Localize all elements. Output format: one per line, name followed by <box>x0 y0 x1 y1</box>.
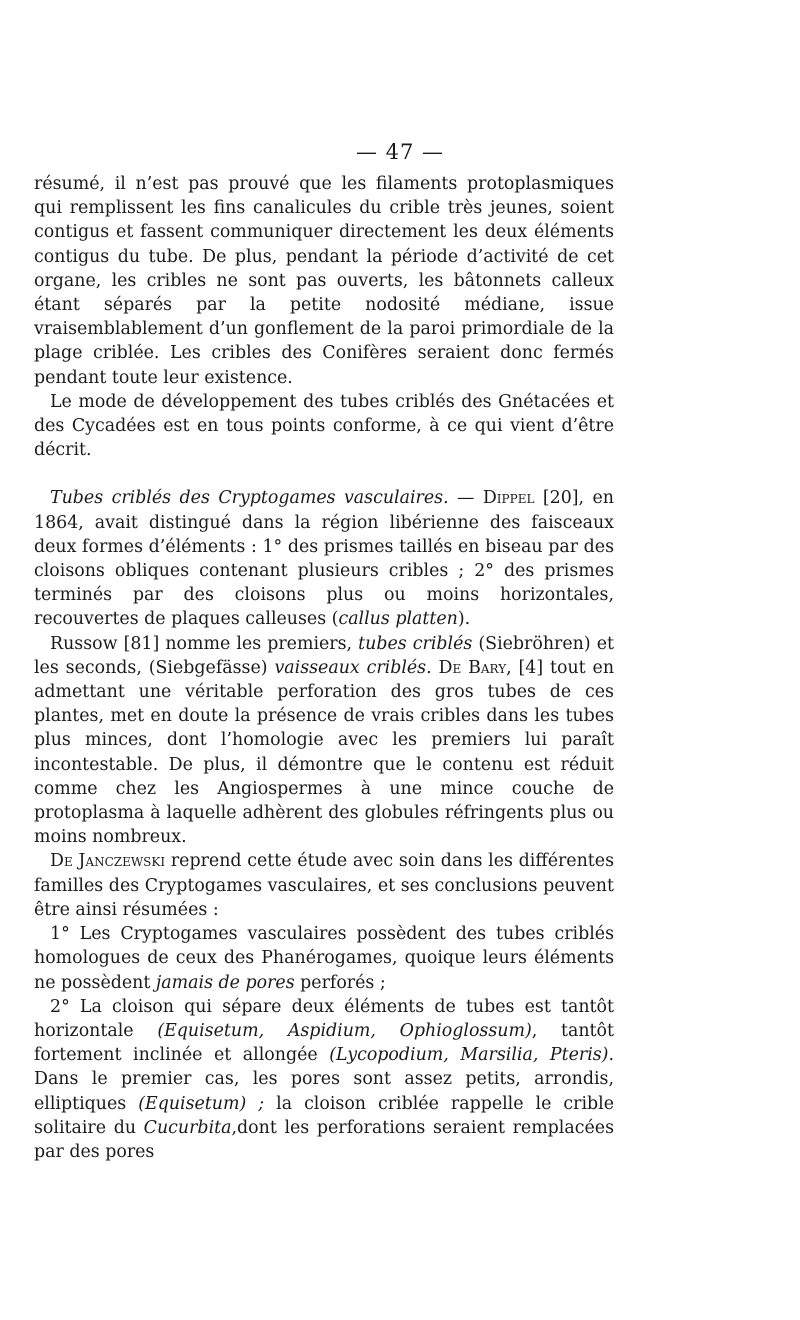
p6-text-b: perforés ; <box>294 972 386 993</box>
p3-text-b: ). <box>457 609 471 630</box>
p3-text-a: [20], en 1864, avait distingué dans la région libérienne des faisceaux deux formes d’éléments : 1° des prismes taillés en biseau par des cloisons obliques contenant plusieurs cribles ; 2° des prismes terminés par des cloisons plus ou moins horizontales, recouvertes de plaques calleuses ( <box>34 488 615 630</box>
p7-text-a: 2° La cloison qui sépare deux éléments de tubes est tantôt horizontale <box>34 996 614 1041</box>
p6-text-a: 1° Les Cryptogames vasculaires possèdent des tubes criblés homologues de ceux des Phanérogames, quoique leurs éléments ne possèdent <box>34 924 614 993</box>
paragraph-7 <box>34 995 614 1164</box>
p4-text-c <box>432 658 439 678</box>
term-vaisseaux-cribles: vaisseaux criblés. <box>274 657 432 678</box>
author-dippel: Dippel <box>482 488 535 509</box>
paragraph-4 <box>34 632 614 850</box>
body-text <box>34 172 614 1164</box>
author-de-bary: De Bary <box>438 657 507 678</box>
term-tubes-cribles: tubes criblés <box>358 633 473 654</box>
p7-text-d: la cloison criblée rappelle le crible solitaire du <box>34 1093 614 1138</box>
paragraph-5 <box>34 849 614 922</box>
p5-text: reprend cette étude avec soin dans les différentes familles des Cryptogames vasculaires, et ses conclusions peuvent être ainsi résumées : <box>34 851 614 920</box>
term-lycopodium-group: (Lycopodium, Marsilia, Pteris) <box>329 1045 609 1066</box>
term-equisetum: (Equisetum) ; <box>138 1093 265 1114</box>
dash: — <box>448 488 483 509</box>
term-callus-platten: callus platten <box>338 609 458 630</box>
p4-text-d: , [4] tout en admettant une véritable perforation des gros tubes de ces plantes, met en doute la présence de vrais cribles dans les tubes plus minces, dont l’homologie avec les premiers lui paraît incontestable. De plus, il démontre que le contenu est réduit comme chez les Angiospermes à une mince couche de protoplasma à laquelle adhèrent des globules réfringents plus ou moins nombreux. <box>34 657 615 848</box>
paragraph-2: Le mode de développement des tubes criblés des Gnétacées et des Cycadées est en tous points conforme, à ce qui vient d’être décrit. <box>34 391 614 461</box>
paragraph-3 <box>34 486 614 631</box>
section-heading: Tubes criblés des Cryptogames vasculaires. <box>50 488 449 509</box>
term-jamais-de-pores: jamais de pores <box>155 972 295 993</box>
author-de-janczewski: De Janczewski <box>50 851 166 872</box>
term-cucurbita: Cucurbita <box>143 1117 232 1138</box>
p7-text-b: , tantôt fortement inclinée et allongée <box>34 1020 614 1066</box>
page-number: — 47 — <box>355 140 445 164</box>
term-equisetum-group: (Equisetum, Aspidium, Ophioglossum) <box>157 1020 532 1041</box>
paragraph-1: résumé, il n’est pas prouvé que les filaments protoplasmiques qui remplissent les fins canalicules du crible très jeunes, soient contigus et fassent communiquer directement les deux éléments contigus du tube. De plus, pendant la période d’activité de cet organe, les cribles ne sont pas ouverts, les bâtonnets calleux étant séparés par la petite nodosité médiane, issue vraisemblablement d’un gonflement de la paroi primordiale de la plage criblée. Les cribles des Conifères seraient donc fermés pendant toute leur existence. <box>34 174 614 388</box>
p4-text-a: Russow [81] nomme les premiers, <box>50 633 359 654</box>
paragraph-6 <box>34 922 614 995</box>
p4-text-b: (Siebröhren) et les seconds, (Siebgefässe) <box>34 633 614 678</box>
p7-text-c: . Dans le premier cas, les pores sont assez petits, arrondis, elliptiques <box>34 1045 614 1114</box>
p7-text-e: ,dont les perforations seraient remplacées par des pores <box>34 1117 614 1162</box>
